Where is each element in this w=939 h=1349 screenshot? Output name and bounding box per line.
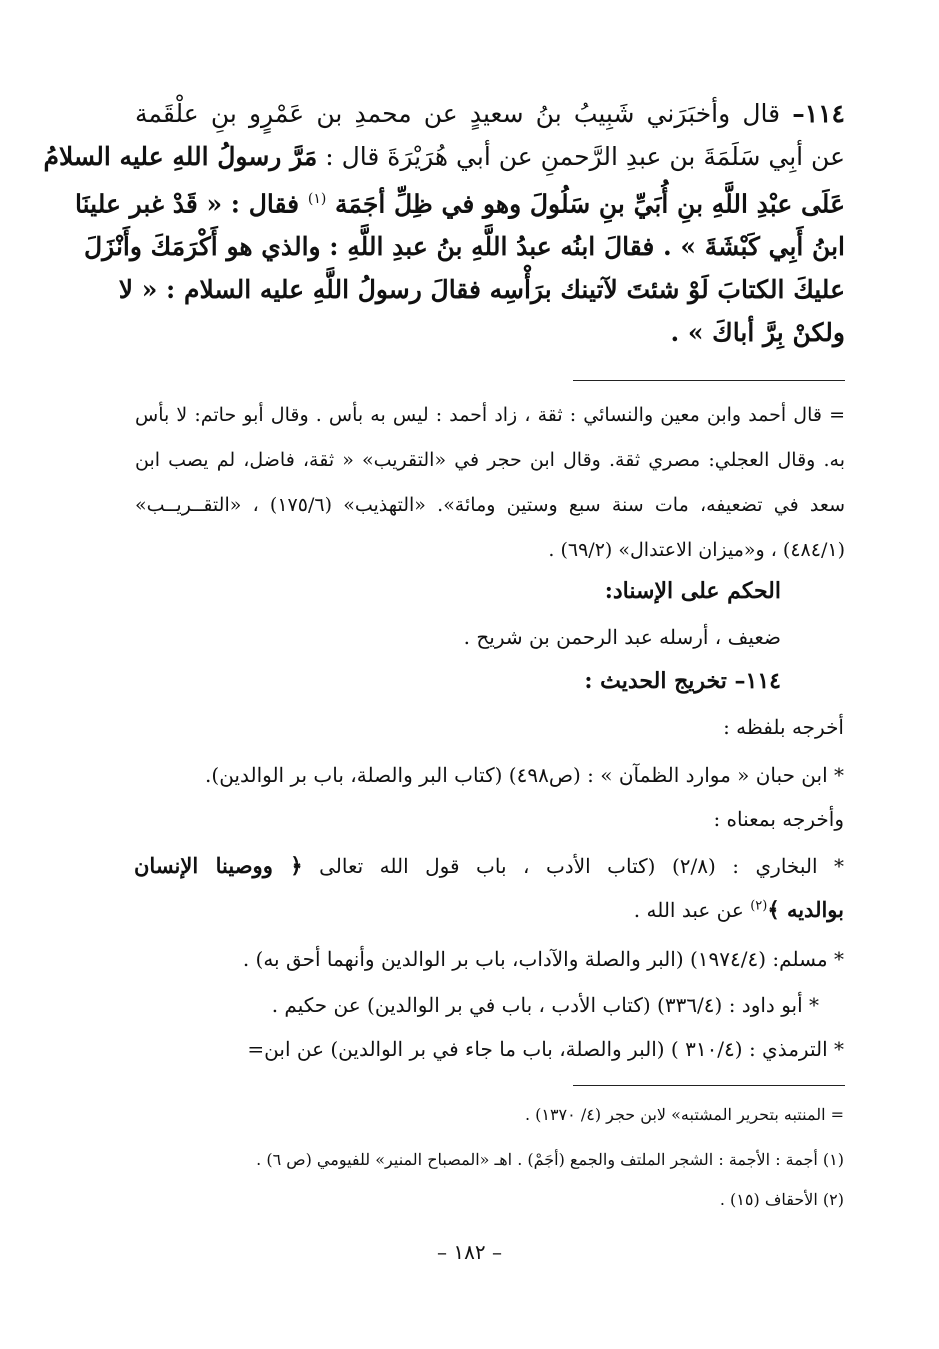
hadith-line-2-normal: عن أبِي سَلَمَةَ بن عبدِ الرَّحمنِ عن أبي هُرَيْرَةَ قال : [325,142,845,171]
hadith-line-2-bold: مَرَّ رسولُ اللهِ عليه السلامُ [43,142,318,171]
takhrij-item-bukhari-cont [634,897,844,922]
bukhari-verse-end: بوالديه ﴾ [767,897,844,922]
hadith-line-6: ولكنْ بِرَّ أباكَ » . [670,318,845,348]
takhrij-item-abu-dawud: * أبو داود : (٣٣٦/٤) (كتاب الأدب ، باب في بر الوالدين) عن حكيم . [271,993,819,1017]
hadith-line-4: ابنُ أَبِي كَبْشَةَ » . فقالَ ابنُه عبدُ اللَّهِ بنُ عبدِ اللَّهِ : والذي هو أَكْرَمَكَ وأَنْزَلَ [84,232,845,262]
takhrij-intro: أخرجه بلفظه : [723,715,844,739]
takhrij-heading: ١١٤– تخريج الحديث : [584,668,781,694]
takhrij-item-muslim: * مسلم: (١٩٧٤/٤) (البر والصلة والآداب، باب بر الوالدين وأنهما أحق به) . [242,947,844,971]
hadith-line-5: عليكَ الكتابَ لَوْ شئتَ لآتينك برَأْسِه فقالَ رسولُ اللَّهِ عليه السلام : « لا [118,275,845,305]
hadith-number: ١١٤– [792,99,845,128]
takhrij-item-ibn-hibban: * ابن حبان « موارد الظمآن » : (ص٤٩٨) (كتاب البر والصلة، باب بر الوالدين). [205,763,844,787]
divider-bottom [573,1085,845,1086]
page-number: – ١٨٢ – [437,1240,502,1264]
hadith-line-3-tail: فقال : « قَدْ غبر علينَا [74,189,300,219]
bukhari-tail: عن عبد الله . [633,898,744,922]
hadith-text [43,92,845,354]
ruling-heading: الحكم على الإسناد: [604,578,781,604]
ruling-text: ضعيف ، أرسله عبد الرحمن بن شريح . [463,625,781,649]
footnote-2: (٢) الأحقاف (١٥) . [719,1190,844,1209]
footnote-cont-line-3: سعد في تضعيفه، مات سنة سبع وستين ومائة». «التهذيب» (١٧٥/٦) ، «التقــريــب» [135,494,845,516]
hadith-line-3-bold: عَلَى عبْدِ اللَّهِ بنِ أُبَيِّ بنِ سَلُولَ وهو في ظِلِّ أجَمَة [335,189,845,219]
hadith-line-1-text: قال وأخبَرَني شَبِيبُ بنُ سعيدٍ عن محمدِ بن عَمْرٍو بنِ علْقَمة [135,99,781,128]
footnote-continued [135,393,845,573]
hadith-line-3 [74,178,845,225]
footnote-ref-1: (١) [307,191,327,207]
hadith-line-1 [135,92,845,135]
bukhari-verse: ﴿ ووصينا الإنسان [134,853,303,878]
footnote-ref-2: (٢) [750,898,768,914]
takhrij-intro-2: وأخرجه بمعناه : [713,807,844,831]
footnote-continued-2: = المنتبه بتحرير المشتبه» لابن حجر (٤/ ١٣٧٠) . [524,1105,844,1124]
hadith-line-2 [43,135,845,178]
takhrij-item-tirmidhi: * الترمذي : (٣١٠/٤ ) (البر والصلة، باب ما جاء في بر الوالدين) عن ابن= [247,1037,844,1061]
bukhari-text: * البخاري : (٢/٨) (كتاب الأدب ، باب قول الله تعالى [319,854,844,878]
footnote-cont-line-2: به. وقال العجلي: مصري ثقة. وقال ابن حجر في «التقريب» « ثقة، فاضل، لم يصب ابن [135,449,845,471]
footnote-cont-line-1: = قال أحمد وابن معين والنسائي : ثقة ، زاد أحمد : ليس به بأس . وقال أبو حاتم: لا بأس [135,404,845,426]
divider-top [573,380,845,381]
takhrij-item-bukhari [134,853,844,878]
footnote-1: (١) أجمة : الأجمة : الشجر الملتف والجمع (أجَمْ) . اهـ «المصباح المنير» للفيومي (ص ٦) . [256,1150,844,1169]
footnote-cont-line-4: (٤٨٤/١) ، و«ميزان الاعتدال» (٦٩/٢) . [548,539,845,561]
